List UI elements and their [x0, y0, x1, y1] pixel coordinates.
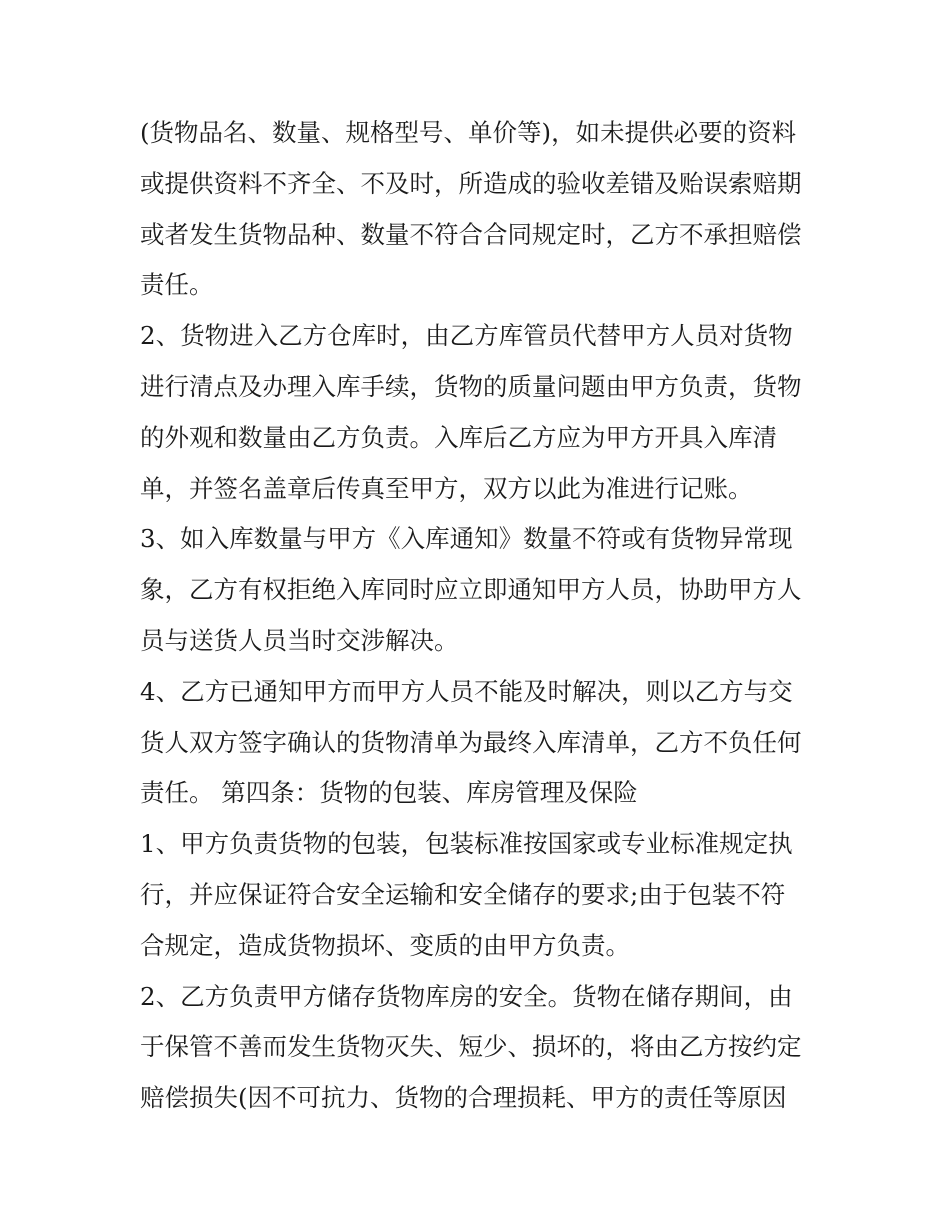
text-line: 责任。: [140, 270, 214, 300]
contract-text: [140, 108, 820, 1124]
text-line: 行，并应保证符合安全运输和安全储存的要求;由于包装不符: [140, 879, 786, 909]
text-line: 3、如入库数量与甲方《入库通知》数量不符或有货物异常现: [140, 524, 793, 554]
text-line: 的外观和数量由乙方负责。入库后乙方应为甲方开具入库清: [140, 422, 777, 452]
text-line: 2、乙方负责甲方储存货物库房的安全。货物在储存期间，由: [140, 981, 793, 1011]
text-line: 员与送货人员当时交涉解决。: [140, 625, 459, 655]
text-line: 2、货物进入乙方仓库时，由乙方库管员代替甲方人员对货物: [140, 321, 793, 351]
text-line: 或提供资料不齐全、不及时，所造成的验收差错及贻误索赔期: [140, 168, 802, 198]
text-line: 赔偿损失(因不可抗力、货物的合理损耗、甲方的责任等原因: [140, 1083, 787, 1113]
text-line: 货人双方签字确认的货物清单为最终入库清单，乙方不负任何: [140, 727, 802, 757]
text-line: (货物品名、数量、规格型号、单价等)，如未提供必要的资料: [140, 118, 797, 147]
text-line: 进行清点及办理入库手续，货物的质量问题由甲方负责，货物: [140, 371, 802, 401]
text-line: 4、乙方已通知甲方而甲方人员不能及时解决，则以乙方与交: [140, 676, 793, 706]
text-line: 或者发生货物品种、数量不符合合同规定时，乙方不承担赔偿: [140, 219, 802, 249]
text-line: 1、甲方负责货物的包装，包装标准按国家或专业标准规定执: [140, 829, 793, 859]
text-line: 象，乙方有权拒绝入库同时应立即通知甲方人员，协助甲方人: [140, 575, 802, 605]
text-line: 合规定，造成货物损坏、变质的由甲方负责。: [140, 930, 630, 960]
text-line: 单，并签名盖章后传真至甲方，双方以此为准进行记账。: [140, 473, 753, 503]
text-line: 于保管不善而发生货物灭失、短少、损坏的，将由乙方按约定: [140, 1032, 802, 1062]
text-line: 责任。 第四条：货物的包装、库房管理及保险: [140, 778, 638, 808]
